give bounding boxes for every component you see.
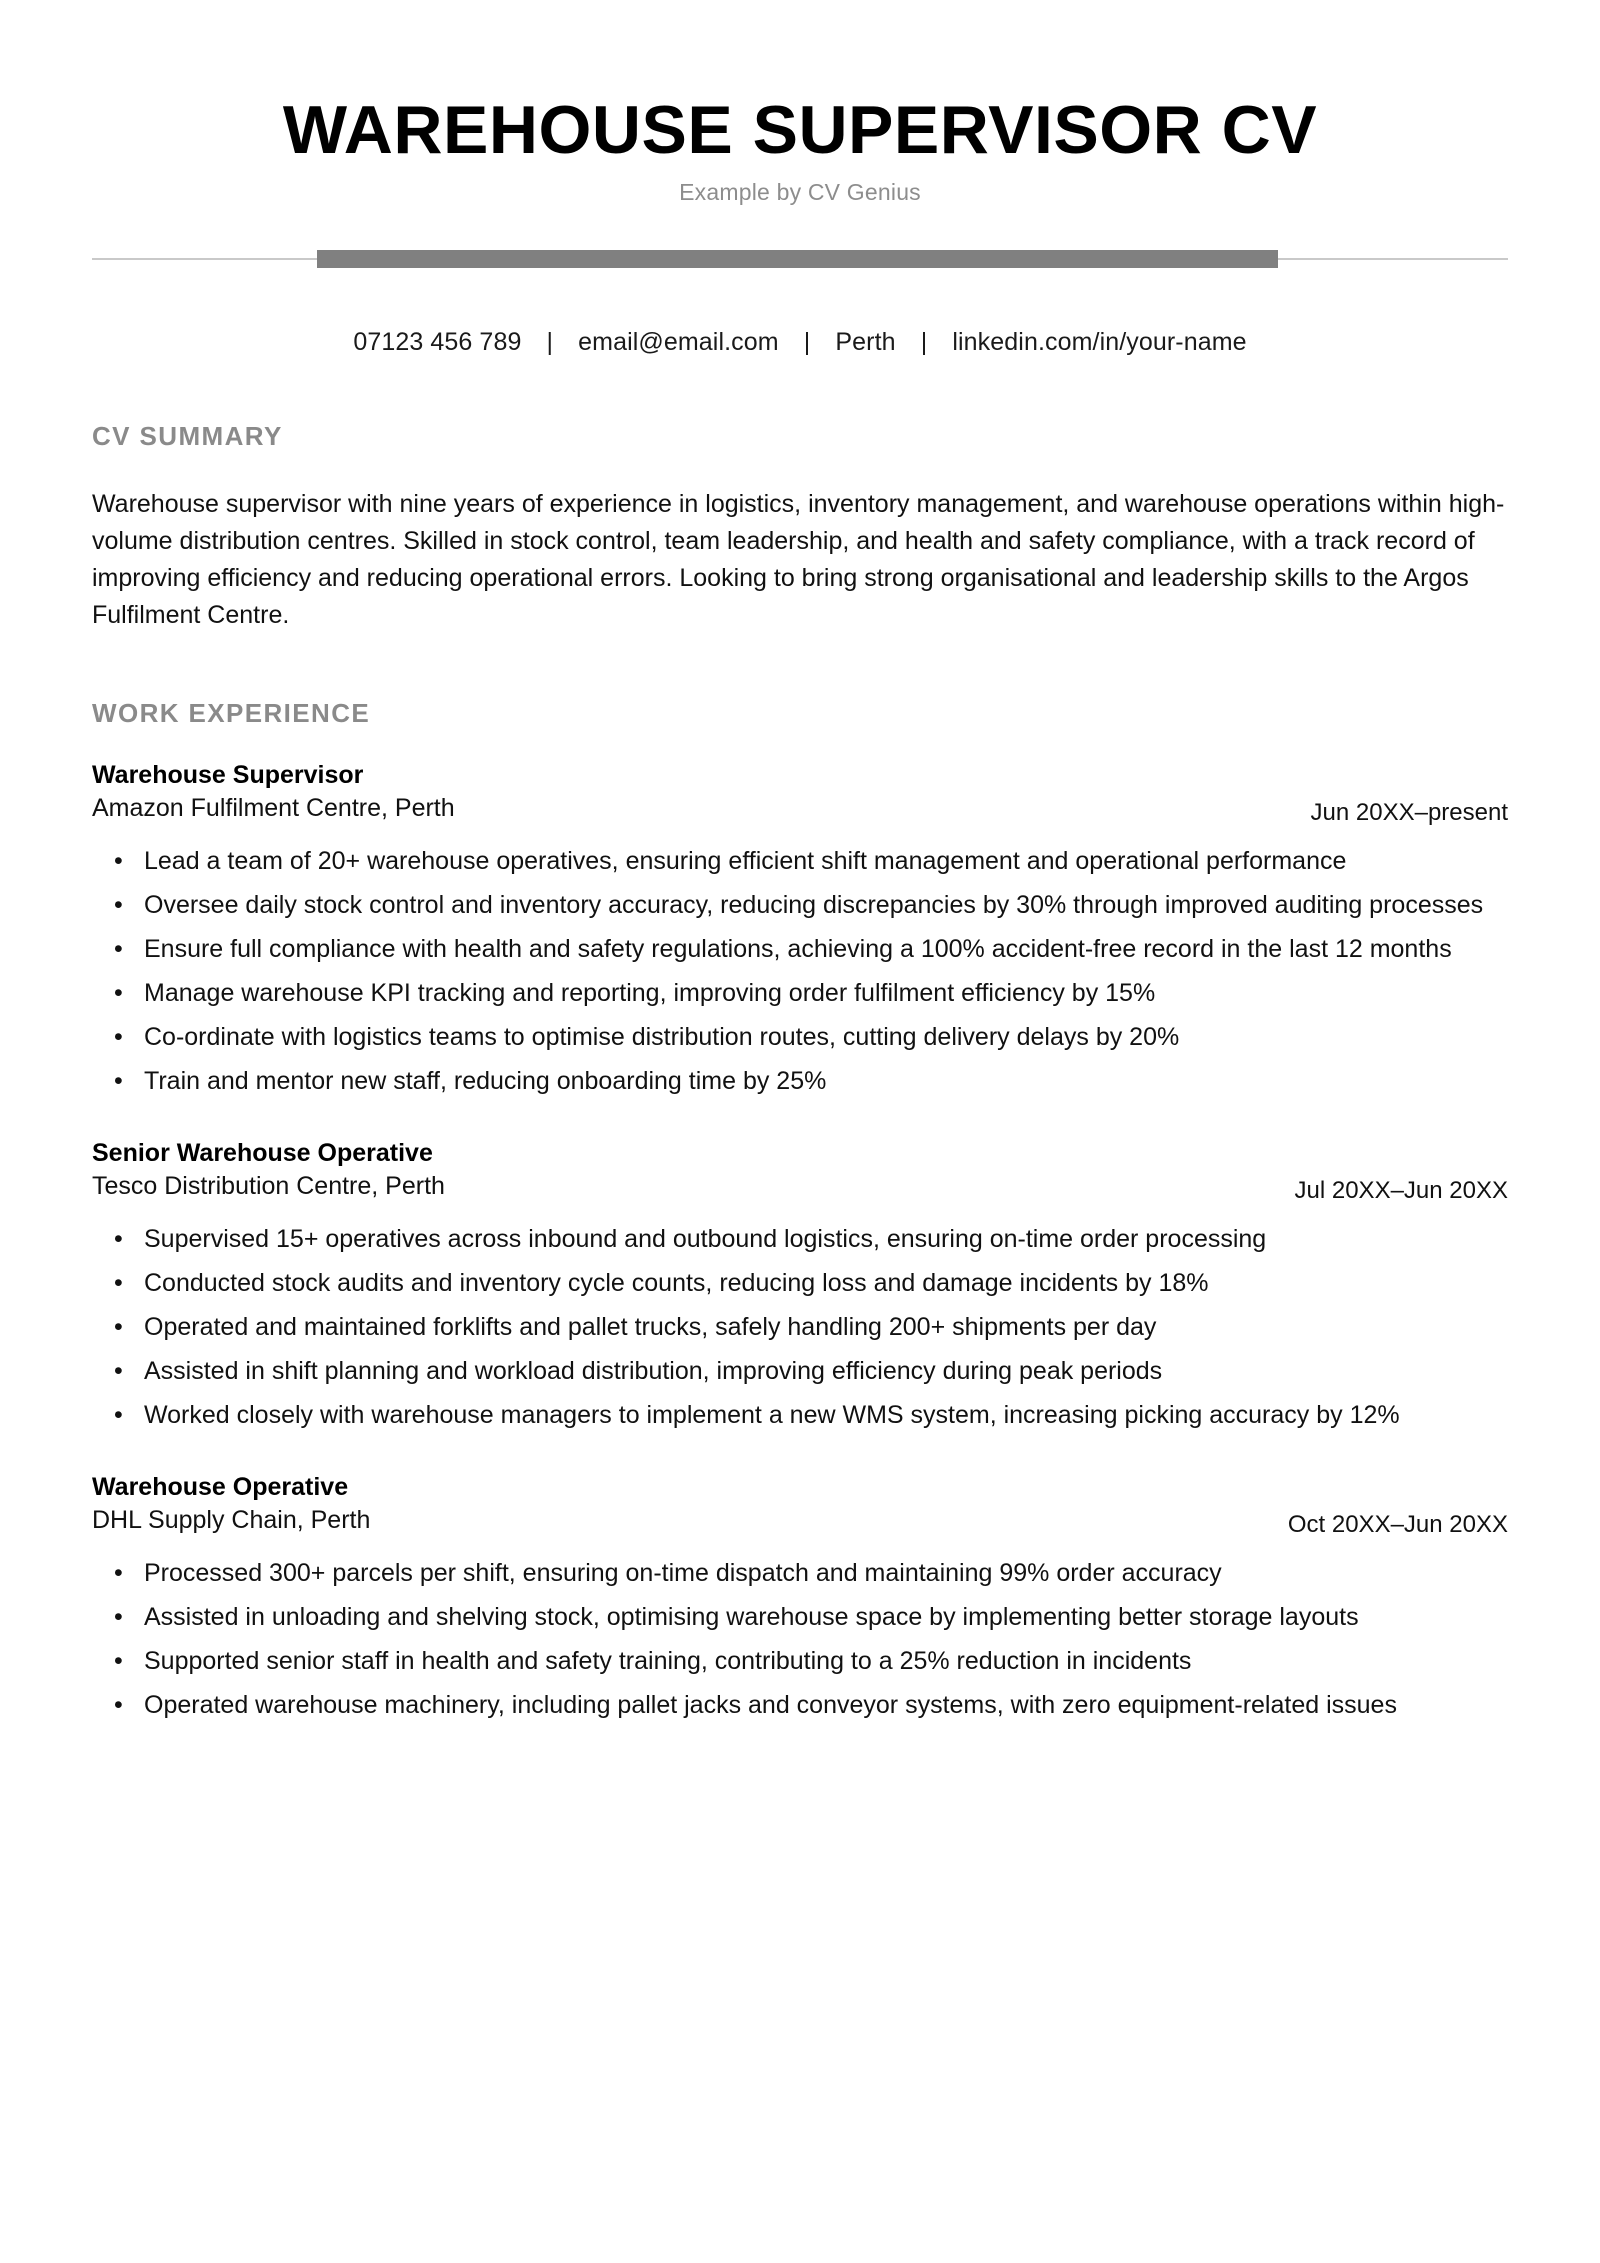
contact-linkedin[interactable]: linkedin.com/in/your-name (952, 328, 1247, 357)
list-item-text: Assisted in unloading and shelving stock, optimising warehouse space by implementing better storage layouts (144, 1603, 1359, 1632)
list-item (92, 1265, 1508, 1301)
list-item (92, 1063, 1508, 1099)
bullet-point-icon: • (114, 1401, 123, 1430)
list-item-text: Supported senior staff in health and safety training, contributing to a 25% reduction in incidents (144, 1647, 1192, 1676)
job-dates: Jul 20XX–Jun 20XX (1294, 1177, 1508, 1205)
header-divider (92, 242, 1508, 276)
bullet-point-icon: • (114, 1225, 123, 1254)
job-list (92, 759, 1508, 1723)
list-item-text: Worked closely with warehouse managers to implement a new WMS system, increasing picking accuracy by 12% (144, 1401, 1400, 1430)
job-header (92, 1137, 1508, 1207)
section-heading-cv-summary: CV SUMMARY (92, 421, 283, 452)
list-item (92, 1397, 1508, 1433)
section-work-experience (92, 698, 1508, 1723)
list-item (92, 931, 1508, 967)
contact-line (92, 328, 1508, 357)
contact-phone: 07123 456 789 (353, 328, 522, 357)
job-entry (92, 1137, 1508, 1433)
bullet-point-icon: • (114, 1023, 123, 1052)
bullet-point-icon: • (114, 1559, 123, 1588)
bullet-point-icon: • (114, 1313, 123, 1342)
contact-separator: | (803, 328, 811, 357)
job-title: Warehouse Supervisor (92, 761, 364, 790)
list-item (92, 887, 1508, 923)
contact-location: Perth (835, 328, 896, 357)
cv-header (92, 0, 1508, 206)
list-item (92, 1309, 1508, 1345)
contact-separator: | (920, 328, 928, 357)
list-item-text: Assisted in shift planning and workload distribution, improving efficiency during peak periods (144, 1357, 1163, 1386)
bullet-point-icon: • (114, 979, 123, 1008)
list-item-text: Co-ordinate with logistics teams to optimise distribution routes, cutting delivery delays by 20% (144, 1023, 1180, 1052)
list-item (92, 975, 1508, 1011)
job-title: Senior Warehouse Operative (92, 1139, 433, 1168)
bullet-point-icon: • (114, 1357, 123, 1386)
job-company: Tesco Distribution Centre, Perth (92, 1172, 445, 1201)
bullet-point-icon: • (114, 1269, 123, 1298)
bullet-point-icon: • (114, 1691, 123, 1720)
job-title: Warehouse Operative (92, 1473, 349, 1502)
bullet-point-icon: • (114, 891, 123, 920)
list-item (92, 1353, 1508, 1389)
cv-subtitle: Example by CV Genius (679, 179, 921, 206)
list-item-text: Processed 300+ parcels per shift, ensuring on-time dispatch and maintaining 99% order accuracy (144, 1559, 1222, 1588)
bullet-point-icon: • (114, 935, 123, 964)
list-item (92, 1221, 1508, 1257)
job-company: Amazon Fulfilment Centre, Perth (92, 794, 455, 823)
job-header (92, 759, 1508, 829)
job-dates: Oct 20XX–Jun 20XX (1287, 1511, 1508, 1539)
bullet-point-icon: • (114, 847, 123, 876)
section-heading-work-experience: WORK EXPERIENCE (92, 698, 371, 729)
list-item (92, 1019, 1508, 1055)
list-item (92, 1555, 1508, 1591)
job-entry (92, 1471, 1508, 1723)
contact-email[interactable]: email@email.com (578, 328, 779, 357)
job-dates: Jun 20XX–present (1310, 799, 1508, 827)
job-bullet-list (92, 1221, 1508, 1433)
list-item-text: Oversee daily stock control and inventory accuracy, reducing discrepancies by 30% through improved auditing processes (144, 891, 1484, 920)
contact-separator: | (546, 328, 554, 357)
divider-accent-bar (317, 250, 1278, 268)
page-title: WAREHOUSE SUPERVISOR CV (282, 92, 1318, 168)
list-item-text: Manage warehouse KPI tracking and reporting, improving order fulfilment efficiency by 15% (144, 979, 1156, 1008)
job-company: DHL Supply Chain, Perth (92, 1506, 371, 1535)
list-item (92, 1687, 1508, 1723)
section-cv-summary (92, 421, 1508, 634)
job-header (92, 1471, 1508, 1541)
list-item (92, 1643, 1508, 1679)
job-bullet-list (92, 843, 1508, 1099)
bullet-point-icon: • (114, 1647, 123, 1676)
bullet-point-icon: • (114, 1603, 123, 1632)
list-item-text: Lead a team of 20+ warehouse operatives, ensuring efficient shift management and operational performance (144, 847, 1347, 876)
bullet-point-icon: • (114, 1067, 123, 1096)
list-item (92, 1599, 1508, 1635)
cv-summary-text: Warehouse supervisor with nine years of experience in logistics, inventory management, and warehouse operations within high-volume distribution centres. Skilled in stock control, team leadership, and health and safety compliance, with a track record of improving efficiency and reducing operational errors. Looking to bring strong organisational and leadership skills to the Argos Fulfilment Centre. (92, 490, 1505, 630)
list-item-text: Operated warehouse machinery, including pallet jacks and conveyor systems, with zero equipment-related issues (144, 1691, 1397, 1720)
list-item-text: Supervised 15+ operatives across inbound and outbound logistics, ensuring on-time order processing (144, 1225, 1267, 1254)
list-item-text: Ensure full compliance with health and safety regulations, achieving a 100% accident-free record in the last 12 months (144, 935, 1452, 964)
job-entry (92, 759, 1508, 1099)
list-item-text: Train and mentor new staff, reducing onboarding time by 25% (144, 1067, 827, 1096)
list-item-text: Operated and maintained forklifts and pallet trucks, safely handling 200+ shipments per day (144, 1313, 1157, 1342)
list-item (92, 843, 1508, 879)
job-bullet-list (92, 1555, 1508, 1723)
list-item-text: Conducted stock audits and inventory cycle counts, reducing loss and damage incidents by 18% (144, 1269, 1209, 1298)
